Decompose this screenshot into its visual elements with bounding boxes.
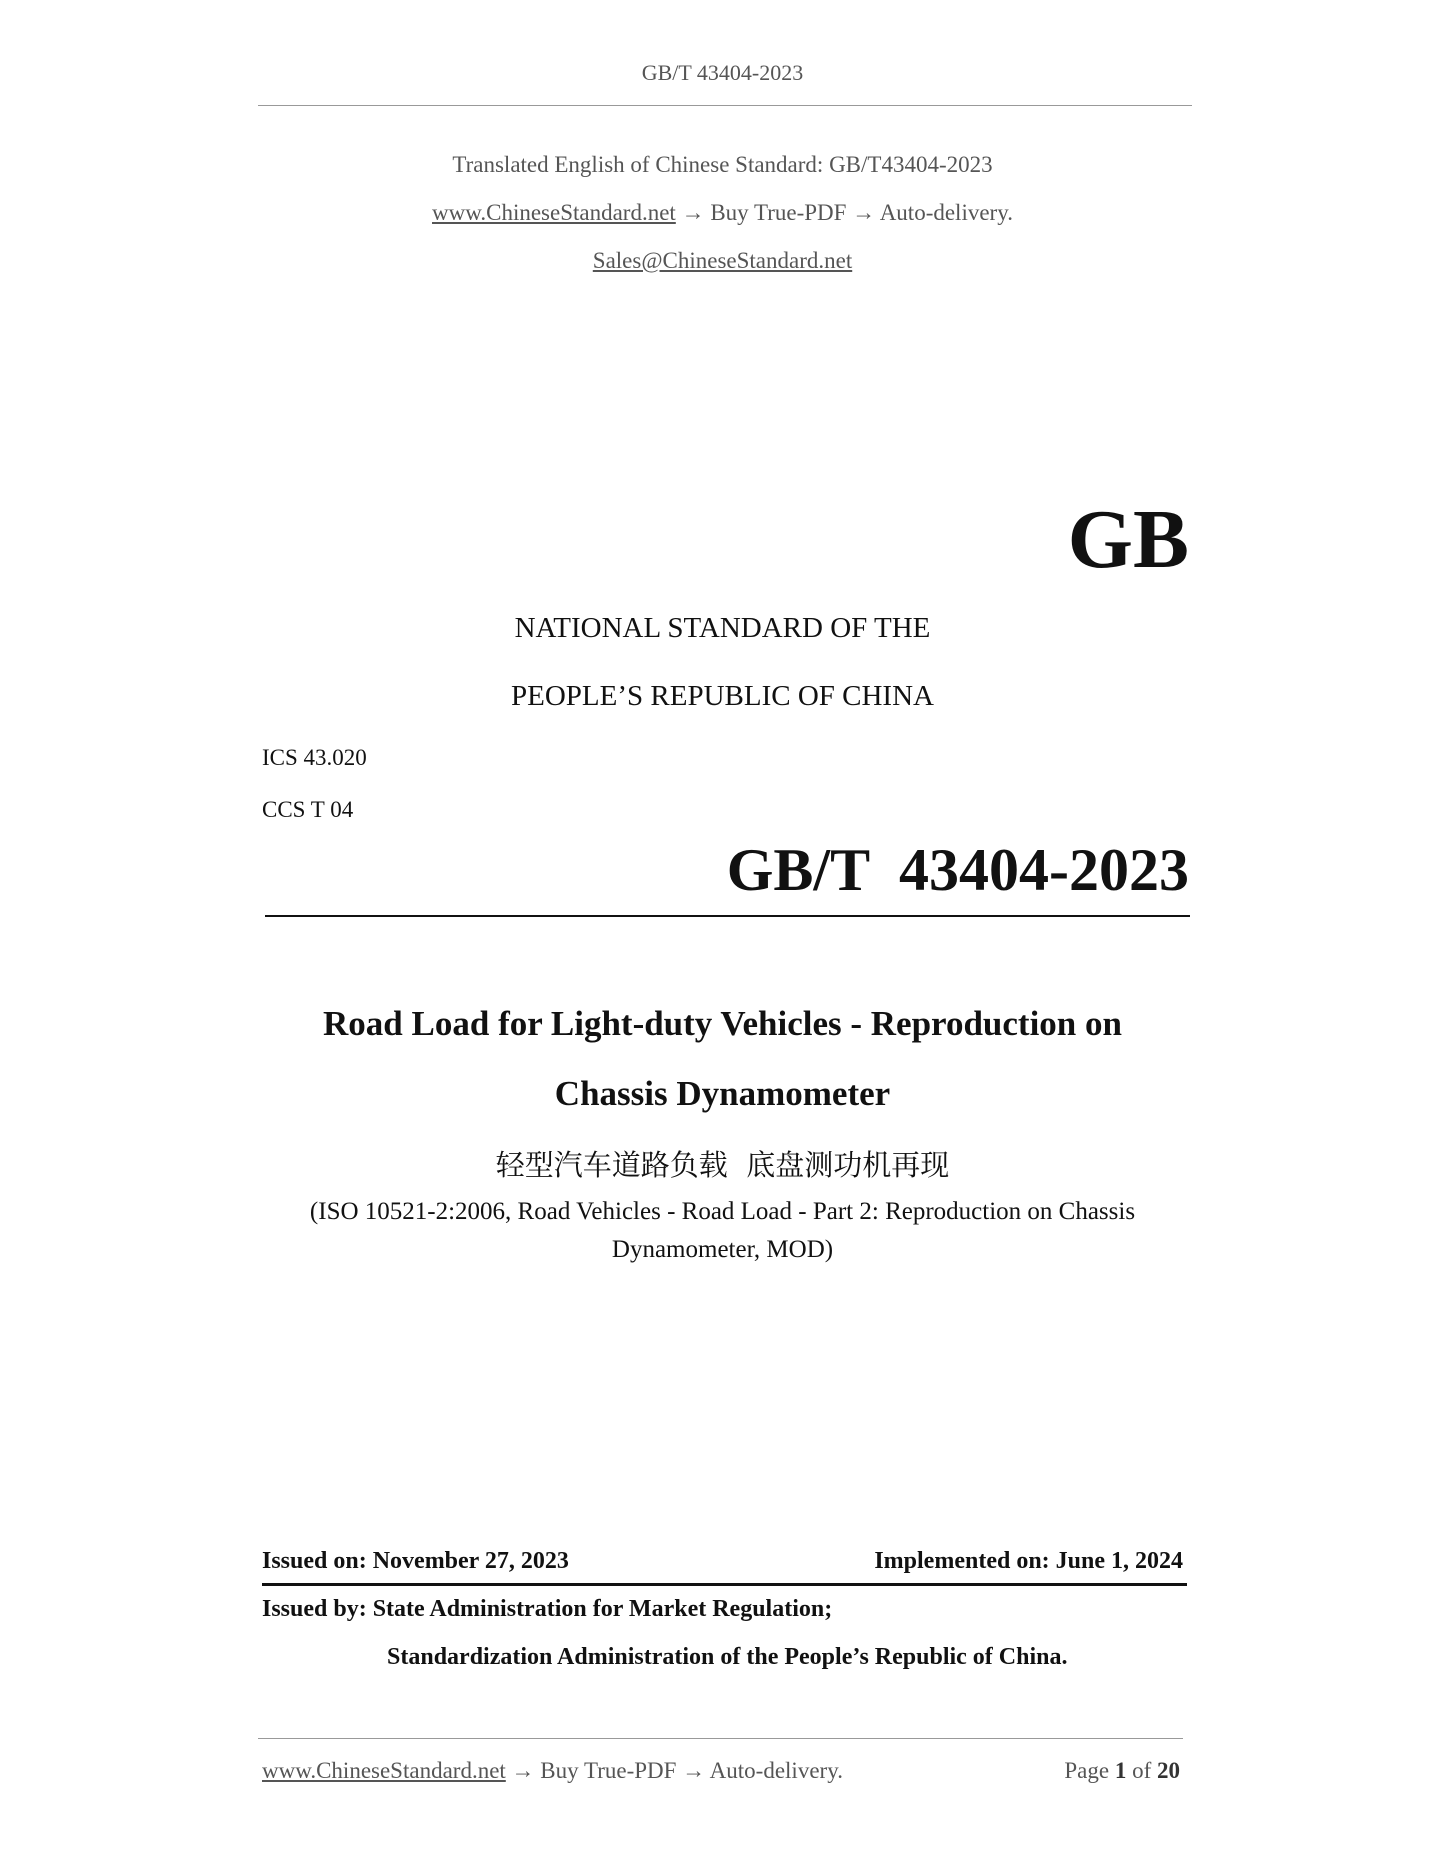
page-total: 20: [1157, 1758, 1180, 1783]
national-standard-line2: PEOPLE’S REPUBLIC OF CHINA: [511, 680, 934, 712]
standard-number-rule: [265, 915, 1190, 917]
gb-mark: GB: [1067, 493, 1189, 586]
iso-reference-line1: (ISO 10521-2:2006, Road Vehicles - Road Load - Part 2: Reproduction on Chassis: [309, 1198, 1136, 1225]
national-standard-line1: NATIONAL STANDARD OF THE: [514, 612, 931, 644]
footer-rule: [258, 1738, 1183, 1739]
promo-buy-line: [0, 200, 1445, 226]
buy-text: Buy True-PDF: [710, 200, 847, 225]
issued-by-line1: Issued by: State Administration for Market Regulation;: [262, 1596, 833, 1622]
title-chinese: 轻型汽车道路负载 底盘测功机再现: [495, 1148, 950, 1182]
page-indicator: [1064, 1758, 1180, 1784]
title-line2: Chassis Dynamometer: [554, 1074, 891, 1113]
page-label: Page: [1064, 1758, 1110, 1783]
dates-rule: [262, 1583, 1187, 1586]
iso-reference-line2: Dynamometer, MOD): [611, 1236, 834, 1263]
delivery-text: Auto-delivery.: [879, 200, 1013, 225]
implemented-on: Implemented on: June 1, 2024: [874, 1548, 1183, 1574]
site-link[interactable]: www.ChineseStandard.net: [432, 200, 676, 225]
arrow-icon: →: [681, 200, 705, 225]
header-rule: [258, 105, 1192, 106]
ccs-code: CCS T 04: [262, 797, 354, 822]
arrow-icon: →: [852, 200, 876, 225]
email-line: [0, 248, 1445, 274]
footer-buy-line: [262, 1758, 843, 1784]
standard-number: GB/T 43404-2023: [726, 837, 1189, 903]
of-label: of: [1132, 1758, 1152, 1783]
footer-site-link[interactable]: www.ChineseStandard.net: [262, 1758, 506, 1783]
promo-line: Translated English of Chinese Standard: GB/T43404-2023: [452, 152, 993, 177]
email-link[interactable]: Sales@ChineseStandard.net: [592, 248, 853, 273]
arrow-icon: →: [511, 1758, 535, 1783]
title-line1: Road Load for Light-duty Vehicles - Reproduction on: [323, 1004, 1122, 1043]
arrow-icon: →: [682, 1758, 706, 1783]
footer-buy-text: Buy True-PDF: [540, 1758, 677, 1783]
issued-on: Issued on: November 27, 2023: [262, 1548, 569, 1574]
running-header: GB/T 43404-2023: [641, 60, 804, 85]
page-number: 1: [1114, 1758, 1127, 1783]
footer-delivery-text: Auto-delivery.: [709, 1758, 843, 1783]
issued-by-line2: Standardization Administration of the People’s Republic of China.: [387, 1644, 1068, 1670]
ics-code: ICS 43.020: [262, 745, 367, 770]
